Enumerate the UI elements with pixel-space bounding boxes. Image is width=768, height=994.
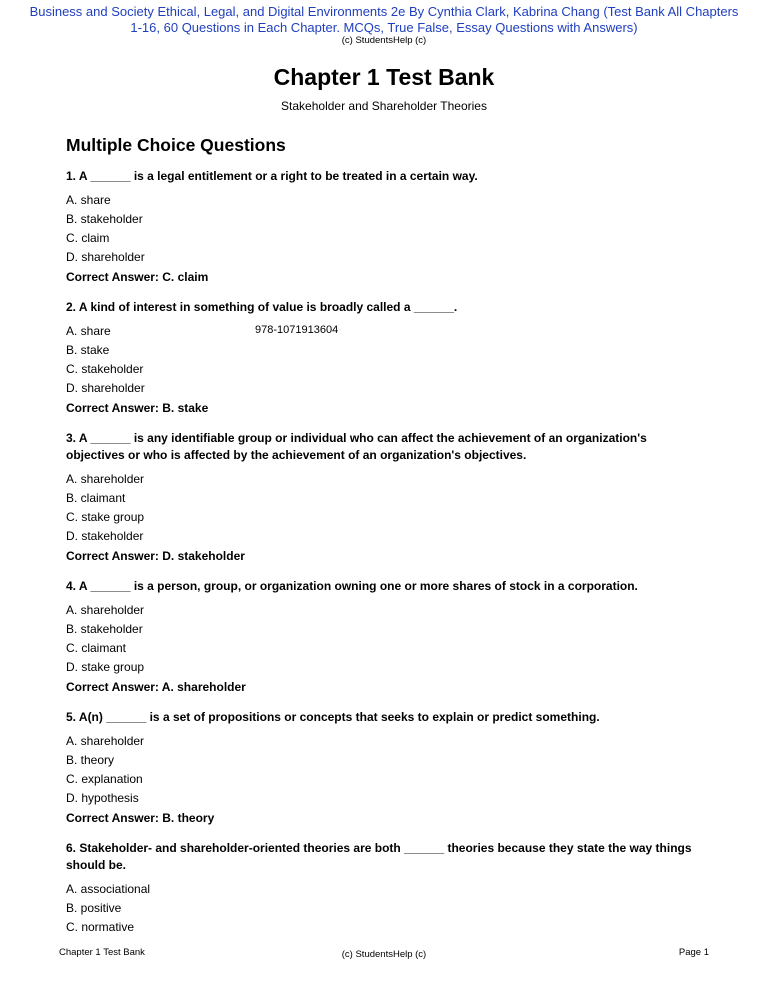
header-title-link[interactable] <box>20 4 748 36</box>
page-title: Chapter 1 Test Bank <box>273 64 495 90</box>
option: C. normative <box>66 920 135 934</box>
question-text: 3. A ______ is any identifiable group or individual who can affect the achievement of an organization's objectives or who is affected by the achievement of an organization's objectives. <box>66 431 647 462</box>
correct-answer: Correct Answer: A. shareholder <box>66 680 246 694</box>
question-text: 2. A kind of interest in something of value is broadly called a ______. <box>66 300 458 314</box>
option: A. shareholder <box>66 472 145 486</box>
header-credit: (c) StudentsHelp (c) <box>341 35 427 46</box>
footer-credit: (c) StudentsHelp (c) <box>341 949 427 960</box>
option: B. stakeholder <box>66 622 143 636</box>
option: B. claimant <box>66 491 126 505</box>
footer-chapter-label: Chapter 1 Test Bank <box>59 947 145 958</box>
option: C. claimant <box>66 641 127 655</box>
footer-page-number: Page 1 <box>678 947 709 958</box>
correct-answer: Correct Answer: C. claim <box>66 270 209 284</box>
header-line-1: Business and Society Ethical, Legal, and Digital Environments 2e By Cynthia Clark, Kabrina Chang (Test Bank All Chapters <box>29 4 739 19</box>
option: D. shareholder <box>66 250 145 264</box>
question-5 <box>66 709 696 828</box>
question-text: 5. A(n) ______ is a set of propositions or concepts that seeks to explain or predict something. <box>66 710 600 724</box>
question-3 <box>66 430 696 566</box>
isbn-text: 978-1071913604 <box>255 324 339 336</box>
question-text: 1. A ______ is a legal entitlement or a right to be treated in a certain way. <box>66 169 478 183</box>
question-text: 6. Stakeholder- and shareholder-oriented theories are both ______ theories because they state the way things should be. <box>66 841 692 872</box>
option: D. stake group <box>66 660 145 674</box>
question-6 <box>66 840 696 937</box>
option: C. claim <box>66 231 110 245</box>
option: A. associational <box>66 882 151 896</box>
option: A. share <box>66 193 111 207</box>
option: D. hypothesis <box>66 791 139 805</box>
option: D. shareholder <box>66 381 145 395</box>
correct-answer: Correct Answer: B. stake <box>66 401 209 415</box>
option: A. share <box>66 324 111 338</box>
option: B. theory <box>66 753 115 767</box>
option: C. stake group <box>66 510 145 524</box>
option: A. shareholder <box>66 734 145 748</box>
question-list <box>66 168 696 949</box>
correct-answer: Correct Answer: D. stakeholder <box>66 549 245 563</box>
option: B. stakeholder <box>66 212 143 226</box>
page-subtitle: Stakeholder and Shareholder Theories <box>281 99 487 113</box>
section-heading: Multiple Choice Questions <box>66 135 286 155</box>
correct-answer: Correct Answer: B. theory <box>66 811 215 825</box>
header-line-2: 1-16, 60 Questions in Each Chapter. MCQs, True False, Essay Questions with Answers) <box>130 20 638 35</box>
option: A. shareholder <box>66 603 145 617</box>
question-text: 4. A ______ is a person, group, or organization owning one or more shares of stock in a corporation. <box>66 579 638 593</box>
option: B. positive <box>66 901 122 915</box>
question-4 <box>66 578 696 697</box>
option: D. stakeholder <box>66 529 144 543</box>
option: B. stake <box>66 343 110 357</box>
question-2 <box>66 299 696 418</box>
question-1 <box>66 168 696 287</box>
option: C. explanation <box>66 772 143 786</box>
option: C. stakeholder <box>66 362 144 376</box>
